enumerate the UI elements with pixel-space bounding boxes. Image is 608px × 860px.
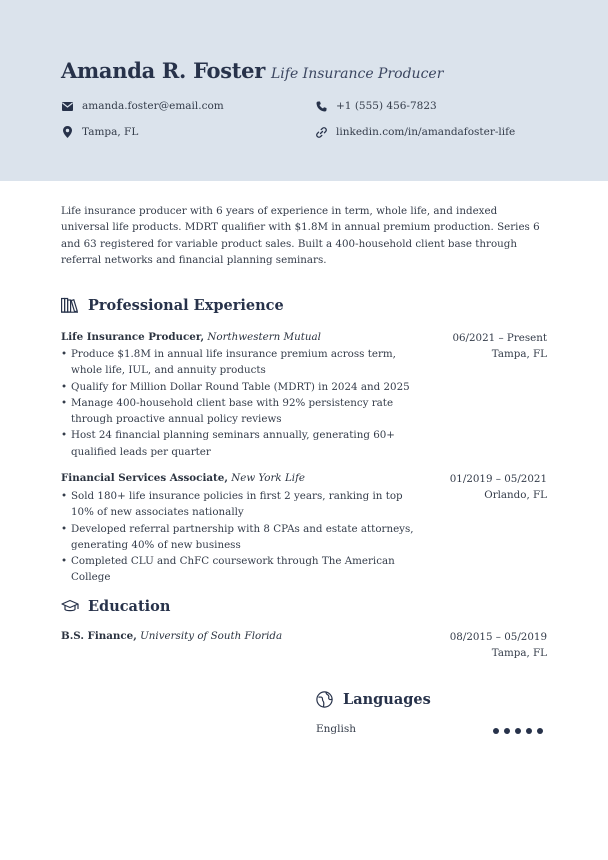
job-2-location: Orlando, FL (484, 489, 547, 502)
experience-title: Professional Experience (88, 296, 284, 314)
school: University of South Florida (140, 630, 283, 642)
job-1-location: Tampa, FL (491, 348, 547, 361)
experience-heading (61, 296, 284, 314)
candidate-name: Amanda R. Foster (61, 58, 265, 83)
job-2-role: Financial Services Associate, (61, 472, 228, 484)
books-icon (61, 296, 79, 314)
list-item: • Completed CLU and ChFC coursework through The American College (61, 553, 427, 586)
job-2-org: New York Life (231, 472, 305, 484)
link-icon (315, 126, 327, 138)
candidate-title: Life Insurance Producer (270, 66, 444, 82)
level-dot (493, 728, 499, 734)
level-dot (526, 728, 532, 734)
job-1-title (61, 331, 321, 343)
phone-text: +1 (555) 456-7823 (336, 100, 437, 112)
level-dot (537, 728, 543, 734)
languages-title: Languages (343, 690, 431, 708)
job-2-bullets (61, 488, 427, 586)
phone-icon (315, 100, 327, 112)
list-item: • Developed referral partnership with 8 CPAs and estate attorneys, generating 40% of new business (61, 521, 427, 554)
contact-phone[interactable] (315, 100, 437, 112)
education-heading (61, 597, 170, 615)
globe-icon (316, 690, 334, 708)
job-2-dates: 01/2019 – 05/2021 (449, 473, 547, 485)
language-name: English (316, 723, 357, 735)
envelope-icon (61, 100, 73, 112)
linkedin-text: linkedin.com/in/amandafoster-life (336, 126, 516, 138)
education-meta (450, 629, 547, 662)
education-location: Tampa, FL (491, 647, 547, 660)
level-dot (515, 728, 521, 734)
job-1-role: Life Insurance Producer, (61, 331, 205, 343)
level-dot (504, 728, 510, 734)
list-item: • Produce $1.8M in annual life insurance premium across term, whole life, IUL, and annuity products (61, 346, 427, 379)
name-row (61, 58, 443, 83)
job-1-dates: 06/2021 – Present (452, 332, 547, 344)
job-1-bullets (61, 346, 427, 460)
job-1-meta (452, 330, 547, 363)
languages-heading (316, 690, 431, 708)
education-title: Education (88, 597, 171, 615)
list-item: • Qualify for Million Dollar Round Table (MDRT) in 2024 and 2025 (61, 379, 427, 395)
list-item: • Sold 180+ life insurance policies in first 2 years, ranking in top 10% of new associates nationally (61, 488, 427, 521)
language-level-dots (493, 728, 543, 734)
resume-header (0, 0, 608, 181)
contact-linkedin[interactable] (315, 126, 515, 138)
contact-email[interactable] (61, 100, 224, 112)
job-2-title (61, 472, 305, 484)
graduation-cap-icon (61, 597, 79, 615)
job-1-org: Northwestern Mutual (207, 331, 321, 343)
degree: B.S. Finance, (61, 630, 137, 642)
map-pin-icon (61, 126, 73, 138)
location-text: Tampa, FL (82, 126, 139, 138)
contact-location (61, 126, 138, 138)
job-2-meta (450, 471, 547, 504)
list-item: • Host 24 financial planning seminars annually, generating 60+ qualified leads per quarter (61, 427, 427, 460)
education-entry-title (61, 630, 282, 642)
professional-summary: Life insurance producer with 6 years of experience in term, whole life, and indexed universal life products. MDRT qualifier with $1.8M in annual premium production. Series 6 and 63 registered for variable product sales. Built a 400-household client base through referral networks and financial planning seminars. (61, 205, 540, 266)
email-text: amanda.foster@email.com (82, 100, 224, 112)
list-item: • Manage 400-household client base with 92% persistency rate through proactive annual policy reviews (61, 395, 427, 428)
education-dates: 08/2015 – 05/2019 (449, 631, 547, 643)
